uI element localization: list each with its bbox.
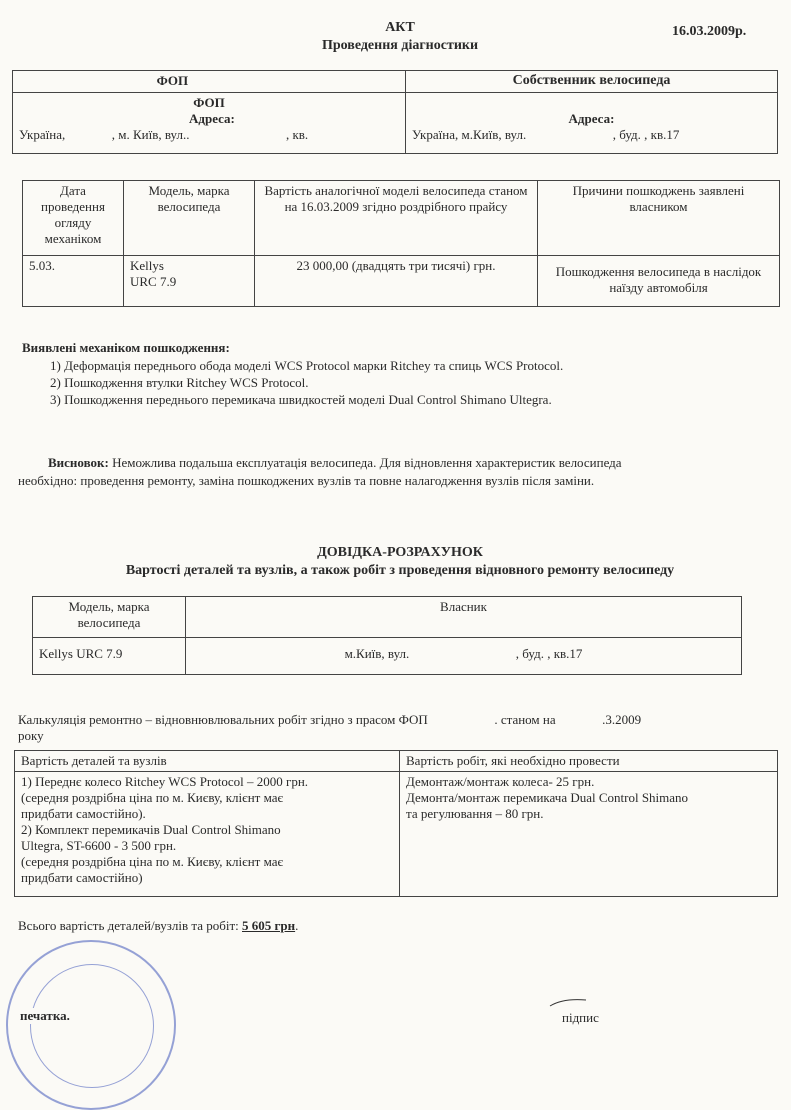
costs-table: [14, 750, 778, 897]
doc-subtitle: Проведення діагностики: [321, 38, 479, 53]
calc-subtitle: Вартості деталей та вузлів, а також робіт з проведення відновного ремонту велосипеду: [125, 563, 675, 578]
stamp-label: печатка.: [20, 1008, 70, 1023]
left-address: Україна, , м. Київ, вул.. , кв.: [19, 127, 309, 142]
fop-label: ФОП: [156, 73, 189, 88]
header-date: Дата проведення огляду механіком: [23, 181, 124, 256]
damages-list: [50, 357, 563, 408]
header-model: Модель, марка велосипеда: [124, 181, 255, 256]
works-header: Вартість робіт, які необхідно провести: [400, 751, 778, 772]
owner-table: [32, 596, 742, 675]
doc-title: АКТ: [385, 20, 415, 35]
address-label-right: Адреса:: [568, 111, 615, 126]
diagnostic-table: [22, 180, 780, 307]
owner-header: Собственник велосипеда: [406, 71, 778, 93]
fop-label-2: ФОП: [193, 95, 225, 110]
signature-mark-icon: [548, 996, 588, 1008]
row-price: 23 000,00 (двадцять три тисячі) грн.: [255, 256, 538, 307]
address-label-left: Адреса:: [189, 111, 235, 126]
conclusion-line-1: Висновок: Неможлива подальша експлуатація велосипеда. Для відновлення характеристик велосипеда: [48, 455, 622, 470]
owner-table-owner-value: м.Київ, вул. , буд. , кв.17: [186, 638, 742, 675]
damage-item: 3) Пошкодження переднього перемикача швидкостей моделі Dual Control Shimano Ultegra.: [50, 392, 552, 407]
damages-title: Виявлені механіком пошкодження:: [22, 340, 230, 355]
total-value: 5 605 грн: [242, 918, 296, 933]
stamp-icon: [6, 940, 176, 1110]
row-cause: Пошкодження велосипеда в наслідок наїзду автомобіля: [538, 256, 780, 307]
total-line: Всього вартість деталей/вузлів та робіт: 5 605 грн.: [18, 918, 299, 933]
conclusion-label: Висновок:: [48, 455, 109, 470]
calc-line: Калькуляція ремонтно – відновнювлювальних робіт згідно з прасом ФОП . станом на .3.2009: [18, 712, 642, 727]
owner-address: Україна, м.Київ, вул. , буд. , кв.17: [412, 127, 680, 142]
conclusion-line-2: необхідно: проведення ремонту, заміна пошкоджених вузлів та повне налагодження вузлів після заміни.: [18, 473, 595, 488]
calc-title: ДОВІДКА-РОЗРАХУНОК: [317, 545, 483, 560]
doc-date: 16.03.2009р.: [672, 24, 747, 39]
owner-table-model-header: Модель, марка велосипеда: [33, 597, 186, 638]
header-price: Вартість аналогічної моделі велосипеда станом на 16.03.2009 згідно роздрібного прайсу: [255, 181, 538, 256]
signature-label: підпис: [562, 1010, 599, 1025]
row-model: Kellys URC 7.9: [124, 256, 255, 307]
parts-header: Вартість деталей та вузлів: [15, 751, 400, 772]
owner-table-owner-header: Власник: [186, 597, 742, 638]
owner-table-model-value: Kellys URC 7.9: [33, 638, 186, 675]
parts-cell: 1) Переднє колесо Ritchey WCS Protocol – 2000 грн. (середня роздрібна ціна по м. Києву, клієнт має придбати самостійно). 2) Комплект перемикачів Dual Control Shimano Ultegra, ST-6600 - 3 500 грн. (середня роздрібна ціна по м. Києву, клієнт має придбати самостійно): [15, 772, 400, 897]
works-cell: Демонтаж/монтаж колеса- 25 грн. Демонта/монтаж перемикача Dual Control Shimano та регулювання – 80 грн.: [400, 772, 778, 897]
parties-table: [12, 70, 778, 154]
calc-line-year: року: [18, 728, 44, 743]
damage-item: 1) Деформація переднього обода моделі WCS Protocol марки Ritchey та спиць WCS Protocol.: [50, 358, 564, 373]
header-cause: Причини пошкоджень заявлені власником: [538, 181, 780, 256]
damage-item: 2) Пошкодження втулки Ritchey WCS Protocol.: [50, 375, 309, 390]
row-date: 5.03.: [23, 256, 124, 307]
